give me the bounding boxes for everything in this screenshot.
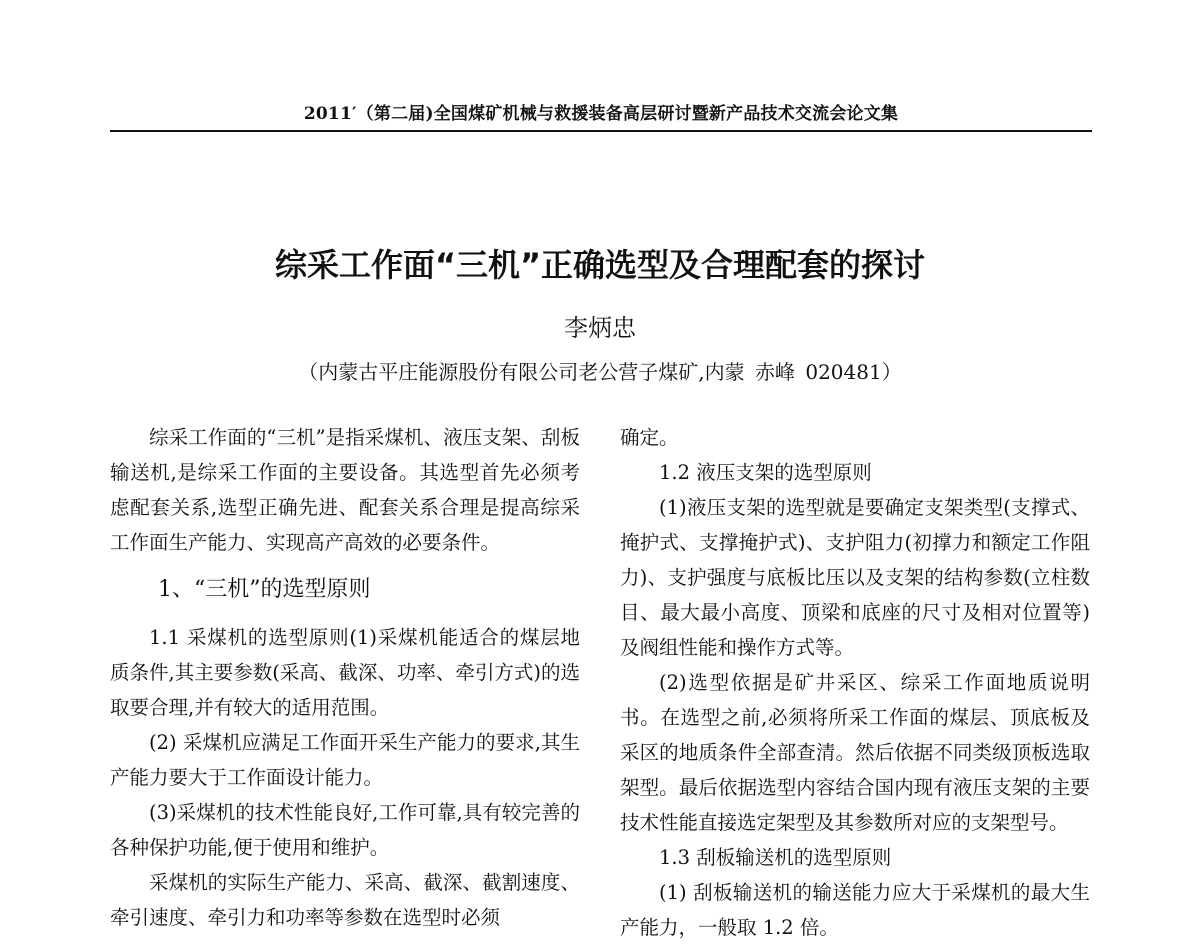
author-name: 李炳忠 [564, 314, 636, 342]
paragraph: (1)液压支架的选型就是要确定支架类型(支撑式、掩护式、支撑掩护式)、支护阻力(初撑力和额定工作阻力)、支护强度与底板比压以及支架的结构参数(立柱数目、最大最小高度、顶梁和底座的尺寸及相对位置等)及阀组性能和操作方式等。 [620, 496, 1090, 659]
subsection-heading: 1.2 液压支架的选型原则 [659, 461, 872, 484]
paragraph: 采煤机的实际生产能力、采高、截深、截割速度、牵引速度、牵引力和功率等参数在选型时必须 [110, 871, 580, 929]
right-column [620, 420, 1090, 945]
paragraph: 1.1 采煤机的选型原则(1)采煤机能适合的煤层地质条件,其主要参数(采高、截深、功率、牵引方式)的选取要合理,并有较大的适用范围。 [110, 626, 580, 719]
author-affiliation: （内蒙古平庄能源股份有限公司老公营子煤矿,内蒙 赤峰 020481） [298, 360, 902, 384]
paragraph: (2) 采煤机应满足工作面开采生产能力的要求,其生产能力要大于工作面设计能力。 [110, 731, 580, 789]
section-heading: 1、“三机”的选型原则 [158, 577, 371, 602]
header-rule [110, 130, 1092, 132]
continuation-text: 确定。 [620, 426, 679, 449]
paragraph: (1) 刮板输送机的输送能力应大于采煤机的最大生产能力，一般取 1.2 倍。 [620, 881, 1090, 939]
article-title: 综采工作面“三机”正确选型及合理配套的探讨 [274, 246, 926, 284]
paragraph: (3)采煤机的技术性能良好,工作可靠,具有较完善的各种保护功能,便于使用和维护。 [110, 801, 580, 859]
intro-paragraph: 综采工作面的“三机”是指采煤机、液压支架、刮板输送机,是综采工作面的主要设备。其选型首先必须考虑配套关系,选型正确先进、配套关系合理是提高综采工作面生产能力、实现高产高效的必要条件。 [110, 426, 580, 554]
subsection-heading: 1.3 刮板输送机的选型原则 [659, 846, 892, 869]
left-column [110, 420, 580, 935]
running-header: 2011′（第二届)全国煤矿机械与救援装备高层研讨暨新产品技术交流会论文集 [303, 104, 899, 124]
paragraph: (2)选型依据是矿井采区、综采工作面地质说明书。在选型之前,必须将所采工作面的煤层、顶底板及采区的地质条件全部查清。然后依据不同类级顶板选取架型。最后依据选型内容结合国内现有液压支架的主要技术性能直接选定架型及其参数所对应的支架型号。 [620, 671, 1090, 834]
